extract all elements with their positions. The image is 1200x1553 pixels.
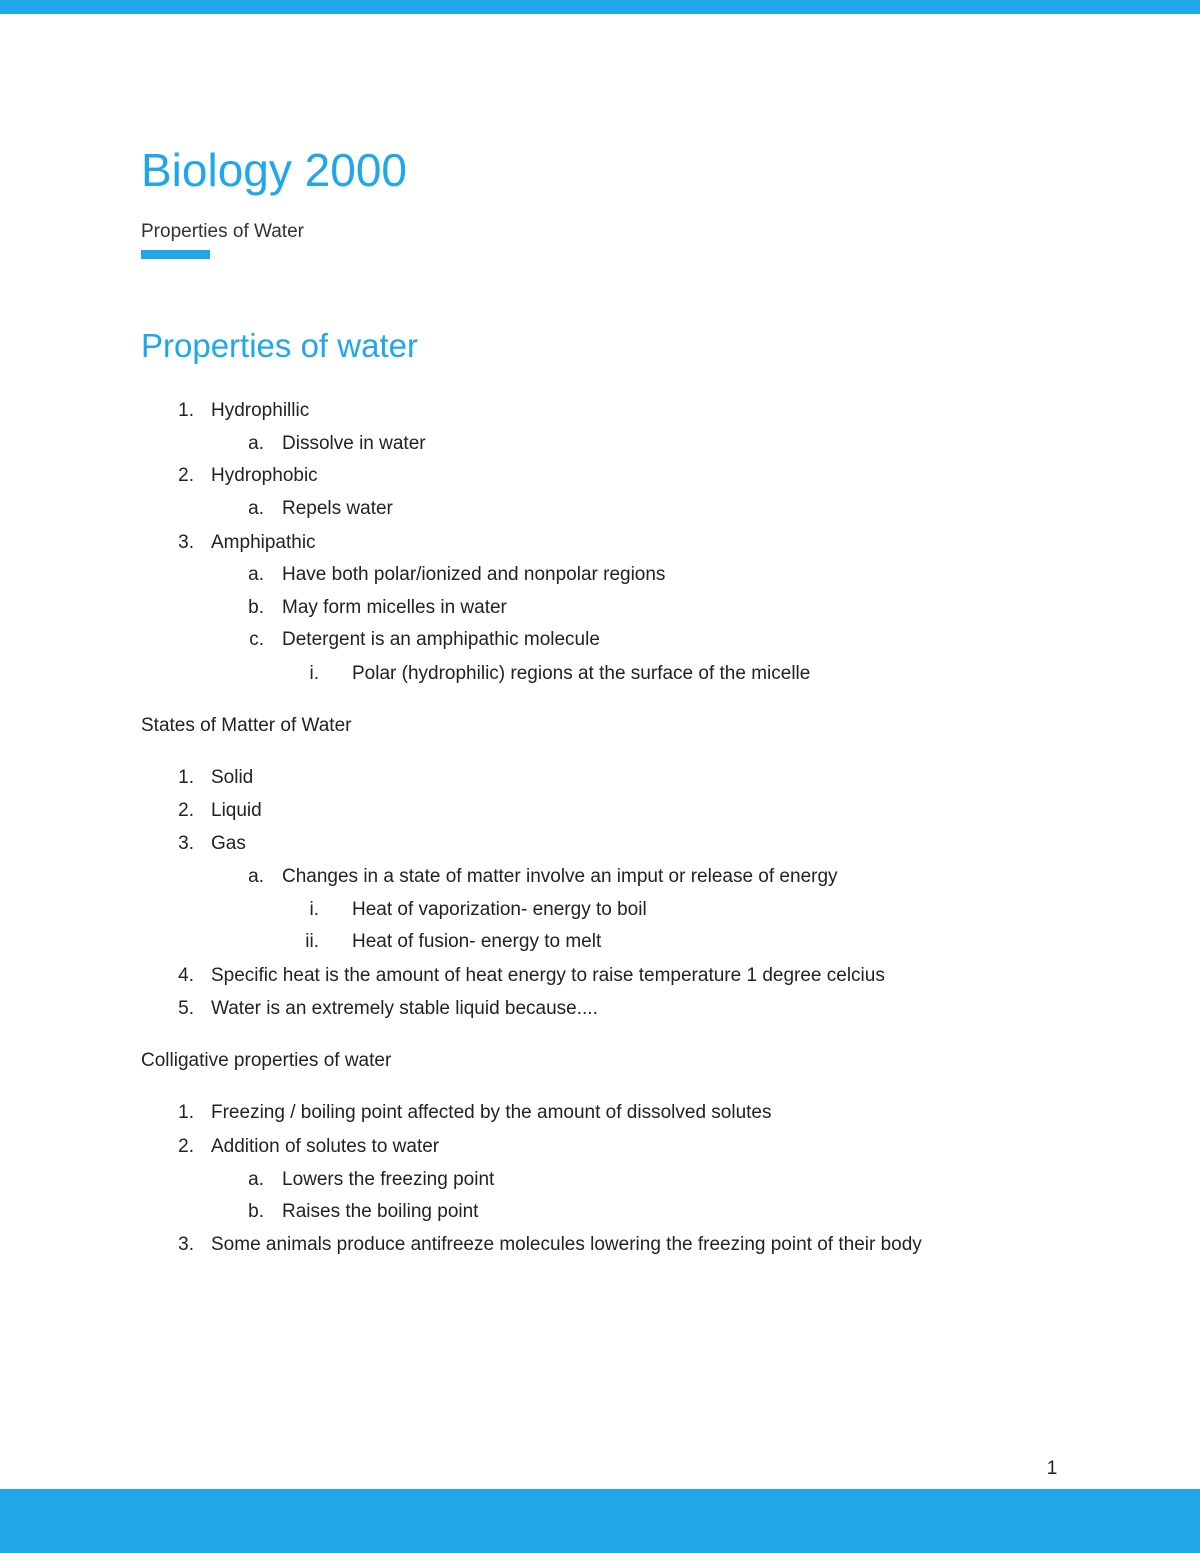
list-marker: a.	[248, 866, 264, 887]
document-subtitle: Properties of Water	[141, 221, 304, 242]
list-item-text: Gas	[211, 833, 246, 854]
bottom-accent-bar	[0, 1489, 1200, 1553]
list-marker: 2.	[178, 465, 194, 486]
list-item-text: Some animals produce antifreeze molecules lowering the freezing point of their body	[211, 1234, 922, 1255]
list-item-text: Amphipathic	[211, 532, 316, 553]
list-marker: 2.	[178, 800, 194, 821]
list-item-text: Heat of vaporization- energy to boil	[352, 899, 647, 920]
list-item-text: Heat of fusion- energy to melt	[352, 931, 602, 952]
page-number: 1	[1046, 1458, 1058, 1479]
list-marker: 2.	[178, 1136, 194, 1157]
list-marker: 3.	[178, 532, 194, 553]
list-item-text: Have both polar/ionized and nonpolar regions	[282, 564, 666, 585]
list-marker: a.	[248, 564, 264, 585]
list-item-text: Hydrophillic	[211, 400, 310, 421]
list-item-text: Specific heat is the amount of heat energy to raise temperature 1 degree celcius	[211, 965, 885, 986]
list-item-text: Lowers the freezing point	[282, 1169, 495, 1190]
list-marker: a.	[248, 1169, 264, 1190]
list-marker: a.	[248, 433, 264, 454]
list-item-text: May form micelles in water	[282, 597, 507, 618]
list-marker: b.	[248, 1201, 264, 1222]
section-heading-properties: Properties of water	[141, 327, 418, 364]
list-marker: 1.	[178, 400, 194, 421]
list-item-text: Polar (hydrophilic) regions at the surface of the micelle	[352, 663, 811, 684]
subtitle-underline	[141, 250, 210, 259]
list-item-text: Detergent is an amphipathic molecule	[282, 629, 600, 650]
section-heading-states-of-matter: States of Matter of Water	[141, 715, 352, 736]
list-marker: b.	[248, 597, 264, 618]
list-marker: i.	[309, 663, 319, 684]
list-item-text: Raises the boiling point	[282, 1201, 479, 1222]
list-item-text: Freezing / boiling point affected by the amount of dissolved solutes	[211, 1102, 772, 1123]
list-marker: 3.	[178, 1234, 194, 1255]
list-marker: 5.	[178, 998, 194, 1019]
list-item-text: Changes in a state of matter involve an imput or release of energy	[282, 866, 838, 887]
list-marker: ii.	[305, 931, 319, 952]
list-marker: a.	[248, 498, 264, 519]
list-marker: 3.	[178, 833, 194, 854]
list-item-text: Water is an extremely stable liquid because....	[211, 998, 598, 1019]
list-item-text: Solid	[211, 767, 254, 788]
list-item-text: Repels water	[282, 498, 393, 519]
document-title: Biology 2000	[141, 144, 407, 196]
list-marker: i.	[309, 899, 319, 920]
list-item-text: Dissolve in water	[282, 433, 426, 454]
list-marker: 1.	[178, 767, 194, 788]
list-marker: c.	[249, 629, 264, 650]
top-accent-bar	[0, 0, 1200, 14]
list-item-text: Addition of solutes to water	[211, 1136, 440, 1157]
list-item-text: Liquid	[211, 800, 262, 821]
list-item-text: Hydrophobic	[211, 465, 318, 486]
list-marker: 1.	[178, 1102, 194, 1123]
section-heading-colligative: Colligative properties of water	[141, 1050, 392, 1071]
list-marker: 4.	[178, 965, 194, 986]
